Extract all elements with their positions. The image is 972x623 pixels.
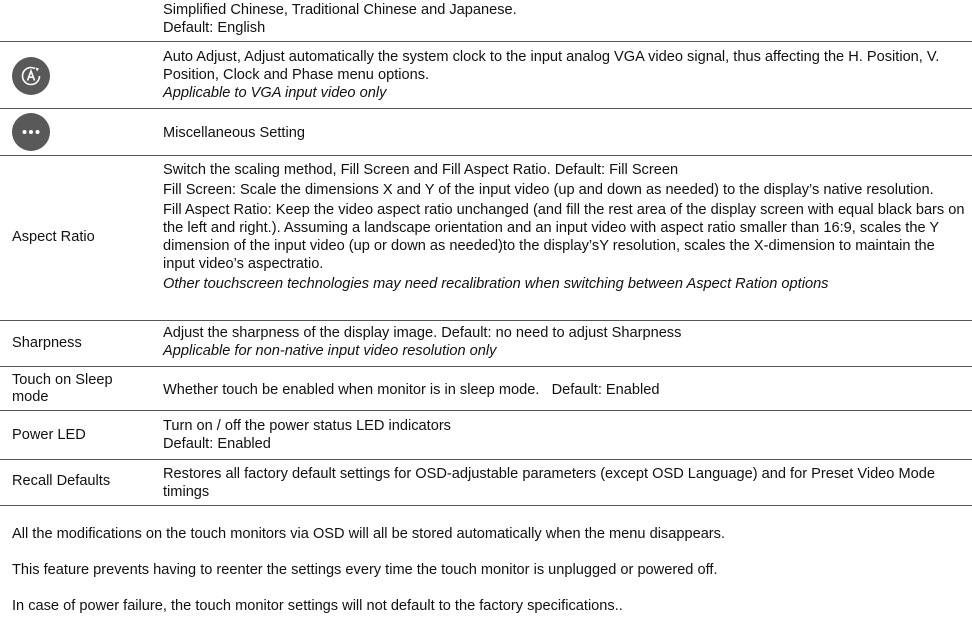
auto-adjust-description (163, 48, 968, 102)
language-default-text: Default: English (163, 20, 266, 36)
row-divider (0, 366, 972, 367)
sharpness-text: Adjust the sharpness of the display image. Default: no need to adjust Sharpness (163, 325, 682, 341)
row-divider (0, 41, 972, 42)
language-options-text: Simplified Chinese, Traditional Chinese and Japanese. (163, 2, 517, 18)
footer-paragraph: All the modifications on the touch monitors via OSD will all be stored automatically when the menu disappears. (12, 526, 726, 542)
touch-sleep-label: Touch on Sleep mode (12, 372, 113, 405)
sharpness-note: Applicable for non-native input video resolution only (163, 343, 497, 359)
row-divider (0, 505, 972, 506)
row-divider (0, 410, 972, 411)
aspect-ratio-label: Aspect Ratio (12, 229, 95, 245)
language-description (163, 1, 968, 37)
power-led-text: Turn on / off the power status LED indicators (163, 418, 451, 434)
row-divider (0, 108, 972, 109)
power-led-description (163, 417, 968, 453)
misc-text: Miscellaneous Setting (163, 125, 305, 141)
fill-screen-text: Fill Screen: Scale the dimensions X and Y of the input video (up and down as needed) to the display’s native resolution. (163, 182, 934, 198)
aspect-ratio-intro: Switch the scaling method, Fill Screen and Fill Aspect Ratio. Default: Fill Screen (163, 162, 679, 178)
aspect-ratio-description (163, 161, 968, 293)
power-led-label: Power LED (12, 427, 86, 443)
touch-sleep-description (163, 381, 968, 399)
row-divider (0, 155, 972, 156)
recall-defaults-description (163, 465, 968, 501)
auto-adjust-note: Applicable to VGA input video only (163, 85, 387, 101)
sharpness-description (163, 324, 968, 360)
footer-paragraph: In case of power failure, the touch monitor settings will not default to the factory specifications.. (12, 598, 623, 614)
footer-paragraph: This feature prevents having to reenter the settings every time the touch monitor is unplugged or powered off. (12, 562, 718, 578)
more-options-icon (12, 113, 50, 151)
fill-aspect-ratio-text: Fill Aspect Ratio: Keep the video aspect ratio unchanged (and fill the rest area of the display screen with equal black bars on the left and right.). Assuming a landscape orientation and an input video with aspect ratio smaller than 16:9, scales the Y dimension of the input video (up or down as needed)to the display’sY resolution, scales the X-dimension to maintain the input video’s aspectratio. (163, 202, 965, 272)
touch-sleep-text: Whether touch be enabled when monitor is in sleep mode. Default: Enabled (163, 382, 660, 398)
sharpness-label: Sharpness (12, 335, 82, 351)
aspect-ratio-note: Other touchscreen technologies may need recalibration when switching between Aspect Ration options (163, 276, 829, 292)
power-led-default: Default: Enabled (163, 436, 271, 452)
auto-adjust-text: Auto Adjust, Adjust automatically the system clock to the input analog VGA video signal, thus affecting the H. Position, V. Position, Clock and Phase menu options. (163, 49, 940, 83)
row-divider (0, 459, 972, 460)
row-divider (0, 320, 972, 321)
recall-defaults-label: Recall Defaults (12, 473, 111, 489)
recall-defaults-text: Restores all factory default settings for OSD-adjustable parameters (except OSD Language) and for Preset Video Mode timings (163, 466, 935, 500)
auto-adjust-icon (12, 57, 50, 95)
misc-description (163, 124, 968, 142)
